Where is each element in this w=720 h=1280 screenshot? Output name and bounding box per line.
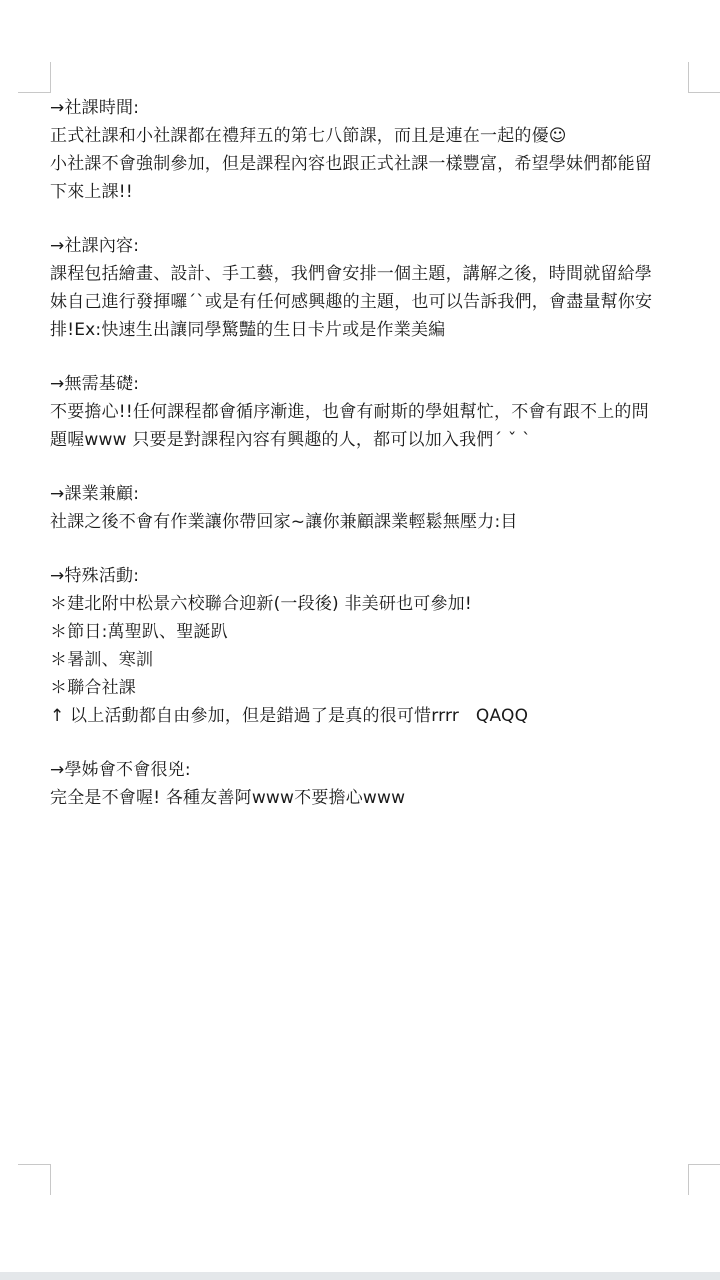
body-line: 妹自己進行發揮囉ˊˋ或是有任何感興趣的主題，也可以告訴我們，會盡量幫你安 xyxy=(50,292,653,312)
body-line: 完全是不會喔! 各種友善阿www不要擔心www xyxy=(50,788,406,808)
crop-mark-bottom-right xyxy=(688,1164,720,1195)
section-class-content xyxy=(50,232,698,344)
section-heading: →特殊活動: xyxy=(50,566,140,586)
section-seniors-friendly xyxy=(50,756,698,812)
section-schoolwork-balance xyxy=(50,480,698,536)
body-line: 正式社課和小社課都在禮拜五的第七八節課，而且是連在一起的優☺ xyxy=(50,126,567,146)
section-heading: →社課內容: xyxy=(50,236,140,256)
bottom-bar xyxy=(0,1272,720,1280)
list-item: ＊聯合社課 xyxy=(50,678,136,698)
section-special-activities xyxy=(50,562,698,730)
section-class-time xyxy=(50,94,698,206)
body-line: 下來上課!! xyxy=(50,182,133,202)
body-line: 不要擔心!!任何課程都會循序漸進，也會有耐斯的學姐幫忙，不會有跟不上的問 xyxy=(50,402,649,422)
document-body xyxy=(50,94,698,838)
section-heading: →社課時間: xyxy=(50,98,140,118)
list-item: ＊節日:萬聖趴、聖誕趴 xyxy=(50,622,228,642)
body-line: 課程包括繪畫、設計、手工藝，我們會安排一個主題，講解之後，時間就留給學 xyxy=(50,264,652,284)
list-item: ＊暑訓、寒訓 xyxy=(50,650,154,670)
section-heading: →課業兼顧: xyxy=(50,484,140,504)
section-heading: →無需基礎: xyxy=(50,374,140,394)
crop-mark-top-left xyxy=(18,62,51,93)
body-line: 題喔www 只要是對課程內容有興趣的人，都可以加入我們ˊ ˇ ˋ xyxy=(50,430,531,450)
body-line: 小社課不會強制參加，但是課程內容也跟正式社課一樣豐富，希望學妹們都能留 xyxy=(50,154,652,174)
body-line: ↑ 以上活動都自由參加，但是錯過了是真的很可惜rrrr QAQQ xyxy=(50,706,529,726)
list-item: ＊建北附中松景六校聯合迎新(一段後) 非美研也可參加! xyxy=(50,594,472,614)
crop-mark-bottom-left xyxy=(18,1164,51,1195)
body-line: 社課之後不會有作業讓你帶回家~讓你兼顧課業輕鬆無壓力:目 xyxy=(50,512,518,532)
section-no-experience xyxy=(50,370,698,454)
body-line: 排!Ex:快速生出讓同學驚豔的生日卡片或是作業美編 xyxy=(50,320,446,340)
crop-mark-top-right xyxy=(688,62,720,93)
section-heading: →學姊會不會很兇: xyxy=(50,760,191,780)
